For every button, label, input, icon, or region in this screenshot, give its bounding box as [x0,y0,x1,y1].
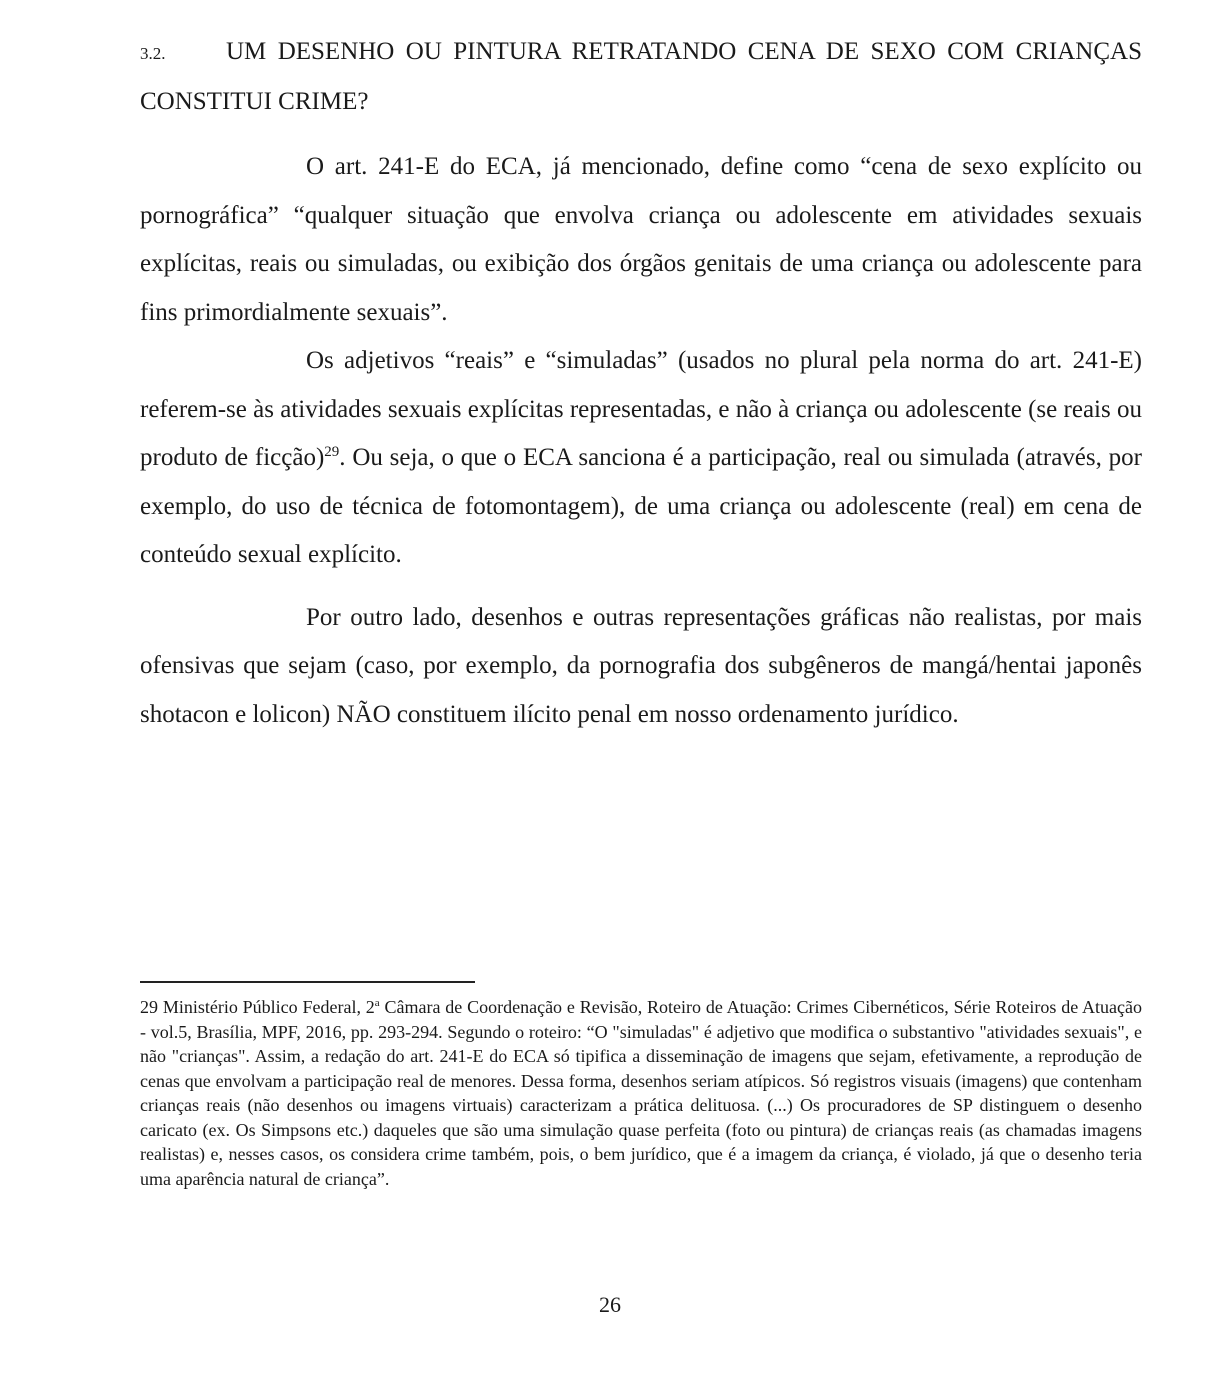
paragraph-adjectives [140,337,1142,580]
document-page [140,28,1142,739]
section-title: UM DESENHO OU PINTURA RETRATANDO CENA DE SEXO COM CRIANÇAS CONSTITUI CRIME? [140,38,1142,115]
section-heading [140,28,1142,126]
footnote-separator [140,981,475,983]
footnote-ordinal: a [374,997,380,1009]
footnote-text-before: Ministério Público Federal, 2 [162,997,375,1017]
paragraph-text-before: Os adjetivos “reais” e “simuladas” (usados no plural pela norma do art. 241-E) referem-se às atividades sexuais explícitas representadas, e não à criança ou adolescente (se reais ou produto de ficção) [140,347,1142,471]
footnote-number: 29 [140,997,158,1017]
paragraph-drawings: Por outro lado, desenhos e outras representações gráficas não realistas, por mais ofensivas que sejam (caso, por exemplo, da pornografia dos subgêneros de mangá/hentai japonês shotacon e lolicon) NÃO constituem ilícito penal em nosso ordenamento jurídico. [140,603,1142,728]
section-number: 3.2. [140,44,166,63]
footnote-reference[interactable]: 29 [324,444,340,460]
page-number: 26 [599,1292,621,1317]
paragraph-art-241e-definition: O art. 241-E do ECA, já mencionado, define como “cena de sexo explícito ou pornográfica” “qualquer situação que envolva criança ou adolescente em atividades sexuais explícitas, reais ou simuladas, ou exibição dos órgãos genitais de uma criança ou adolescente para fins primordialmente sexuais”. [140,153,1142,326]
footnote-text-after: Câmara de Coordenação e Revisão, Roteiro de Atuação: Crimes Cibernéticos, Série Roteiros de Atuação - vol.5, Brasília, MPF, 2016, pp. 293-294. Segundo o roteiro: “O "simuladas" é adjetivo que modifica o substantivo "atividades sexuais", e não "crianças". Assim, a redação do art. 241-E do ECA só tipifica a disseminação de imagens que sejam, efetivamente, a reprodução de cenas que envolvam a participação real de menores. Dessa forma, desenhos seriam atípicos. Só registros visuais (imagens) que contenham crianças reais (não desenhos ou imagens virtuais) caracterizam a prática delituosa. (...) Os procuradores de SP distinguem o desenho caricato (ex. Os Simpsons etc.) daqueles que são uma simulação quase perfeita (foto ou pintura) de crianças reais (as chamadas imagens realistas) e, nesses casos, os considera crime também, pois, o bem jurídico, que é a imagem da criança, é violado, já que o desenho teria uma aparência natural de criança”. [140,997,1142,1189]
footnote-29 [140,995,1142,1191]
paragraph-text-after: . Ou seja, o que o ECA sanciona é a participação, real ou simulada (através, por exemplo, do uso de técnica de fotomontagem), de uma criança ou adolescente (real) em cena de conteúdo sexual explícito. [140,444,1142,568]
